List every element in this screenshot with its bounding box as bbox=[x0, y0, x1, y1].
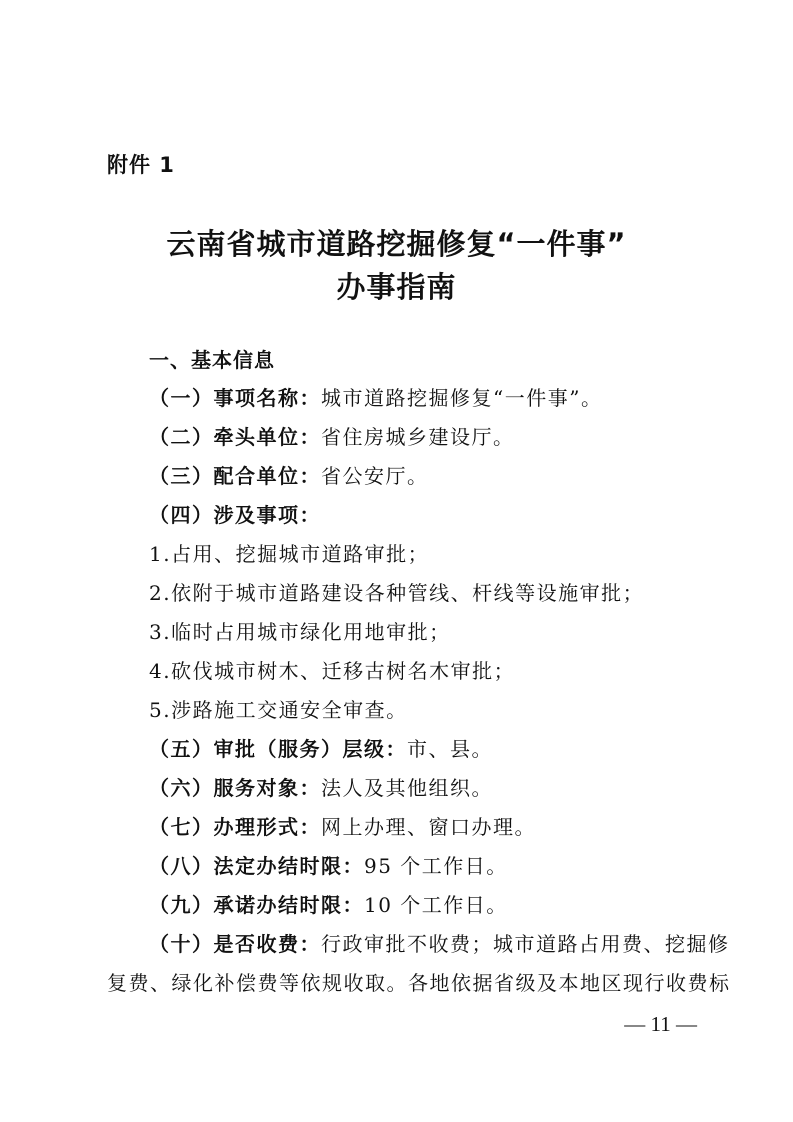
info-item-label: （三）配合单位： bbox=[149, 464, 321, 488]
section-heading-basic-info: 一、基本信息 bbox=[149, 348, 275, 372]
info-item bbox=[149, 499, 321, 528]
paragraph-continuation bbox=[107, 967, 731, 996]
info-item-label: （五）审批（服务）层级： bbox=[149, 737, 407, 761]
attachment-label: 附件 1 bbox=[107, 153, 175, 177]
document-title-line-1: 云南省城市道路挖掘修复“一件事” bbox=[166, 227, 627, 261]
sub-item-text: 2.依附于城市道路建设各种管线、杆线等设施审批； bbox=[149, 581, 645, 605]
info-item-label: （七）办理形式： bbox=[149, 815, 321, 839]
sub-item bbox=[149, 655, 515, 684]
info-item-value: 法人及其他组织。 bbox=[321, 776, 493, 800]
info-item-label: （九）承诺办结时限： bbox=[149, 893, 364, 917]
info-item-value: 95 个工作日。 bbox=[364, 854, 508, 878]
info-item bbox=[149, 811, 536, 840]
info-item bbox=[149, 772, 493, 801]
info-item-value: 城市道路挖掘修复“一件事”。 bbox=[321, 386, 603, 410]
info-item-value: 行政审批不收费；城市道路占用费、挖掘修 bbox=[321, 932, 730, 956]
info-item bbox=[149, 421, 515, 450]
info-item bbox=[149, 733, 493, 762]
page-number-text: — 11 — bbox=[624, 1012, 697, 1036]
sub-item-text: 4.砍伐城市树木、迁移古树名木审批； bbox=[149, 659, 516, 683]
info-item-value: 网上办理、窗口办理。 bbox=[321, 815, 536, 839]
info-item bbox=[149, 460, 429, 489]
info-item-value: 省公安厅。 bbox=[321, 464, 429, 488]
info-item-label: （十）是否收费： bbox=[149, 932, 321, 956]
sub-item bbox=[149, 694, 408, 723]
sub-item-text: 1.占用、挖掘城市道路审批； bbox=[149, 542, 430, 566]
continuation-text: 复费、绿化补偿费等依规收取。各地依据省级及本地区现行收费标 bbox=[107, 971, 731, 995]
info-item-label: （四）涉及事项： bbox=[149, 503, 321, 527]
info-item-label: （八）法定办结时限： bbox=[149, 854, 364, 878]
info-item bbox=[149, 889, 508, 918]
sub-item-text: 5.涉路施工交通安全审查。 bbox=[149, 698, 408, 722]
info-item bbox=[149, 928, 730, 957]
document-title-line-2: 办事指南 bbox=[336, 270, 457, 304]
info-item bbox=[149, 850, 508, 879]
sub-item bbox=[149, 538, 429, 567]
info-item-value: 省住房城乡建设厅。 bbox=[321, 425, 515, 449]
info-item bbox=[149, 382, 602, 411]
info-item-label: （一）事项名称： bbox=[149, 386, 321, 410]
sub-item bbox=[149, 577, 644, 606]
sub-item-text: 3.临时占用城市绿化用地审批； bbox=[149, 620, 451, 644]
info-item-label: （六）服务对象： bbox=[149, 776, 321, 800]
page-number bbox=[0, 1012, 793, 1037]
info-item-value: 市、县。 bbox=[407, 737, 493, 761]
info-item-value: 10 个工作日。 bbox=[364, 893, 508, 917]
info-item-label: （二）牵头单位： bbox=[149, 425, 321, 449]
sub-item bbox=[149, 616, 451, 645]
